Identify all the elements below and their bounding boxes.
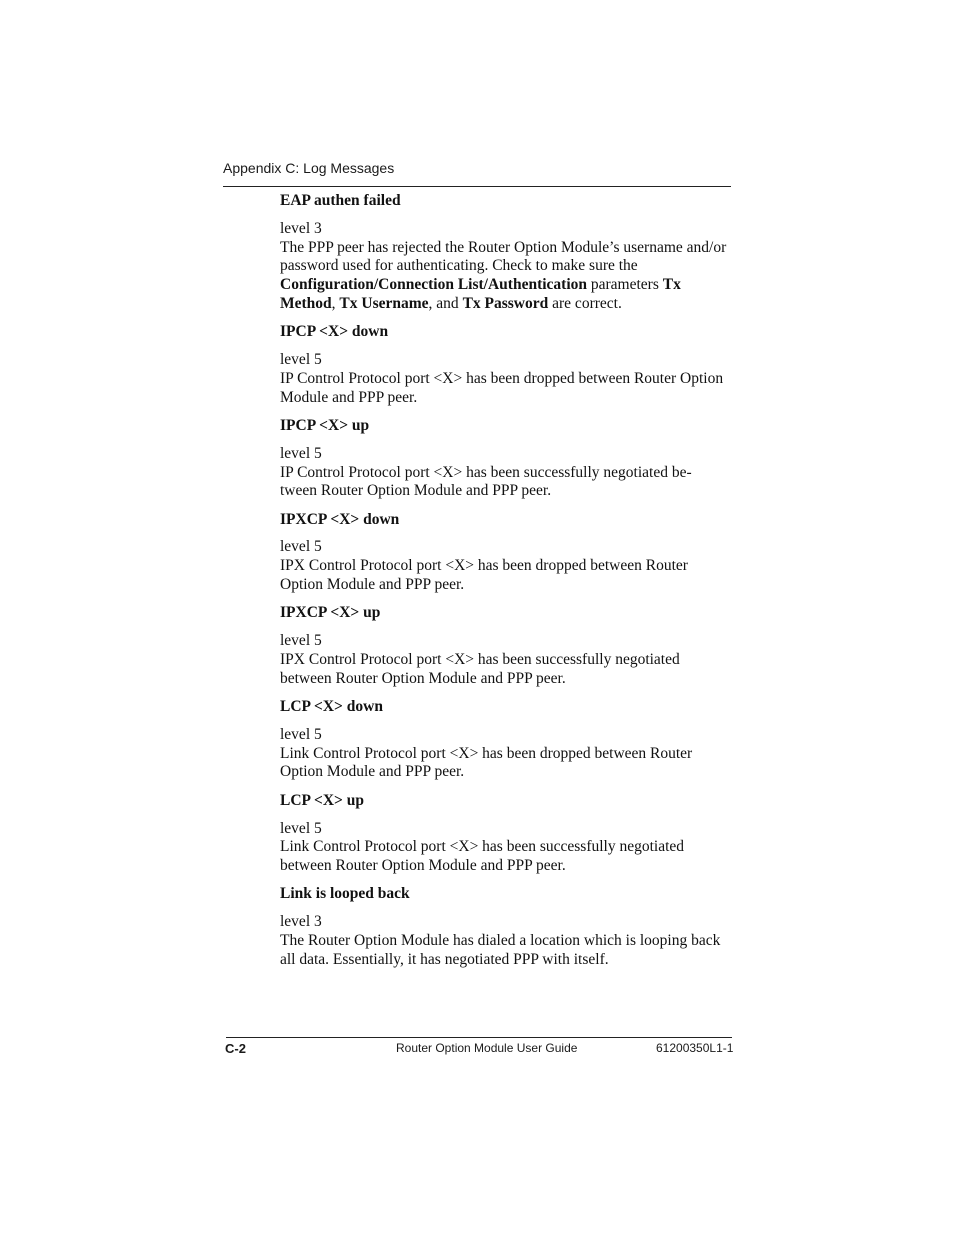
entry-level: level 5: [280, 819, 322, 837]
desc-menu-path: Configuration/Connection List/Authentication: [280, 276, 588, 294]
log-entry-ipcp-up: [280, 417, 732, 501]
log-entry-lcp-up: [280, 792, 732, 876]
desc-param-tx-username: Tx Username: [339, 294, 429, 312]
entry-level: level 3: [280, 219, 322, 237]
log-entry-lcp-down: [280, 698, 732, 782]
log-entry-eap-authen-failed: [280, 192, 732, 314]
log-entry-ipxcp-down: [280, 511, 732, 595]
entry-level: level 5: [280, 351, 322, 369]
entry-title: EAP authen failed: [280, 192, 401, 209]
entry-title: Link is looped back: [280, 885, 410, 903]
entry-description: IP Control Protocol port <X> has been dropped between Router Option Module and PPP peer.: [280, 369, 724, 406]
entry-title: IPCP <X> down: [280, 323, 389, 341]
entry-level: level 5: [280, 444, 322, 462]
footer-rule: [226, 1037, 732, 1038]
footer-guide-title: Router Option Module User Guide: [396, 1041, 578, 1055]
entry-description: IP Control Protocol port <X> has been successfully negotiated be- tween Router Option Module and PPP peer.: [280, 463, 692, 500]
entry-title: IPXCP <X> up: [280, 604, 381, 622]
entry-level: level 5: [280, 725, 322, 743]
entry-description: IPX Control Protocol port <X> has been dropped between Router Option Module and PPP peer.: [280, 557, 688, 594]
desc-param-tx-method: Tx Method: [280, 276, 681, 312]
header-rule: [223, 186, 731, 187]
entry-title: LCP <X> down: [280, 698, 383, 716]
entry-description: IPX Control Protocol port <X> has been successfully negotiated between Router Option Module and PPP peer.: [280, 650, 680, 687]
footer-doc-number: 61200350L1-1: [656, 1041, 734, 1055]
desc-text: ,: [331, 294, 340, 312]
entry-level: level 5: [280, 538, 322, 556]
desc-text: are correct.: [548, 294, 622, 312]
entry-title: IPCP <X> up: [280, 416, 370, 434]
entry-level: level 3: [280, 913, 322, 931]
running-head: Appendix C: Log Messages: [223, 160, 395, 176]
entry-description: Link Control Protocol port <X> has been dropped between Router Option Module and PPP peer.: [280, 744, 693, 781]
desc-text: parameters: [587, 276, 663, 294]
entry-level: level 5: [280, 632, 322, 650]
desc-param-tx-password: Tx Password: [462, 294, 549, 312]
log-message-list: [280, 192, 732, 979]
log-entry-ipcp-down: [280, 323, 732, 407]
desc-text: , and: [428, 294, 463, 312]
desc-text: The PPP peer has rejected the Router Option Module’s username and/or password used for authenticating. Check to make sure the: [280, 238, 727, 275]
log-entry-ipxcp-up: [280, 604, 732, 688]
entry-title: LCP <X> up: [280, 791, 364, 809]
page-number: C-2: [225, 1041, 246, 1056]
entry-description: Link Control Protocol port <X> has been successfully negotiated between Router Option Module and PPP peer.: [280, 838, 685, 875]
entry-description: The Router Option Module has dialed a location which is looping back all data. Essentially, it has negotiated PPP with itself.: [280, 932, 721, 968]
entry-description: [280, 239, 732, 314]
log-entry-link-looped-back: [280, 885, 732, 969]
entry-title: IPXCP <X> down: [280, 510, 400, 528]
